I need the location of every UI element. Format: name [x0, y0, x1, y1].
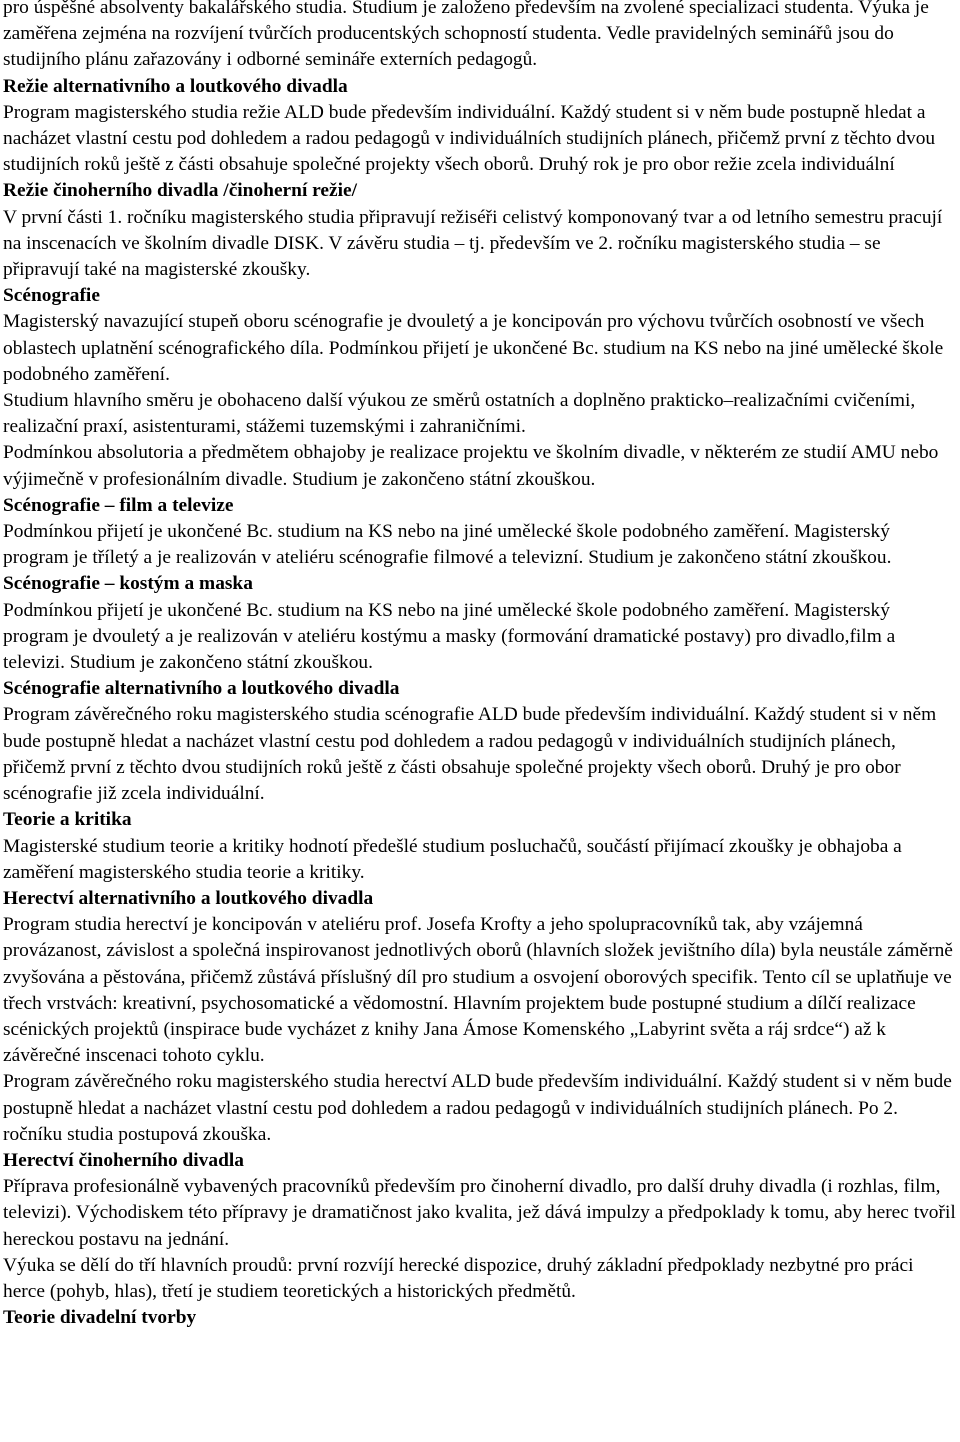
section-heading: Scénografie alternativního a loutkového divadla [3, 678, 400, 700]
paragraph: Studium hlavního směru je obohaceno další výukou ze směrů ostatních a doplněno prakticko–realizačními cvičeními, realizační praxí, asistenturami, stážemi tuzemskými i zahraničními. [3, 390, 916, 438]
section-heading: Režie alternativního a loutkového divadla [3, 75, 348, 97]
paragraph: Podmínkou absolutoria a předmětem obhajoby je realizace projektu ve školním divadle, v některém ze studií AMU nebo výjimečně v profesionálním divadle. Studium je zakončeno státní zkouškou. [3, 442, 939, 490]
paragraph: Program studia herectví je koncipován v ateliéru prof. Josefa Krofty a jeho spolupracovníků tak, aby vzájemná provázanost, závislost a společná inspirovanost jednotlivých oborů (hlavních složek jevištního díla) byla neustále záměrně zvyšována a pěstována, přičemž zůstává příslušný díl pro studium a osvojení oborových specifik. Tento cíl se uplatňuje ve třech vrstvách: kreativní, psychosomatické a vědomostní. Hlavním projektem bude postupné studium a dílčí realizace scénických projektů (inspirace bude vycházet z knihy Jana Ámose Komenského „Labyrint světa a ráj srdce“) až k závěrečné inscenaci tohoto cyklu. [3, 914, 953, 1067]
paragraph: Program magisterského studia režie ALD bude především individuální. Každý student si v něm bude postupně hledat a nacházet vlastní cestu pod dohledem a radou pedagogů v individuálních studijních plánech, přičemž první z těchto dvou studijních roků ještě z části obsahuje společné projekty všech oborů. Druhý rok je pro obor režie zcela individuální [3, 101, 936, 176]
paragraph: Magisterský navazující stupeň oboru scénografie je dvouletý a je koncipován pro výchovu tvůrčích osobností ve všech oblastech uplatnění scénografického díla. Podmínkou přijetí je ukončené Bc. studium na KS nebo na jiné umělecké škole podobného zaměření. [3, 311, 944, 385]
section-heading: Teorie divadelní tvorby [3, 1307, 197, 1329]
section-heading: Herectví alternativního a loutkového divadla [3, 887, 374, 909]
section-heading: Režie činoherního divadla /činoherní režie/ [3, 180, 358, 202]
paragraph: Podmínkou přijetí je ukončené Bc. studium na KS nebo na jiné umělecké škole podobného zaměření. Magisterský program je tříletý a je realizován v ateliéru scénografie filmové a televizní. Studium je zakončeno státní zkouškou. [3, 521, 892, 569]
section-heading: Herectví činoherního divadla [3, 1149, 244, 1171]
section-heading: Scénografie [3, 285, 100, 307]
paragraph: Magisterské studium teorie a kritiky hodnotí předešlé studium posluchačů, součástí přijímací zkoušky je obhajoba a zaměření magisterského studia teorie a kritiky. [3, 835, 902, 883]
paragraph: Program závěrečného roku magisterského studia scénografie ALD bude především individuální. Každý student si v něm bude postupně hledat a nacházet vlastní cestu pod dohledem a radou pedagogů v individuálních studijních plánech, přičemž první z těchto dvou studijních roků ještě z části obsahuje společné projekty všech oborů. Druhý je pro obor scénografie již zcela individuální. [3, 704, 937, 805]
paragraph: Podmínkou přijetí je ukončené Bc. studium na KS nebo na jiné umělecké škole podobného zaměření. Magisterský program je dvouletý a je realizován v ateliéru kostýmu a masky (formování dramatické postavy) pro divadlo,film a televizi. Studium je zakončeno státní zkouškou. [3, 599, 896, 674]
paragraph: pro úspěšné absolventy bakalářského studia. Studium je založeno především na zvolené specializaci studenta. Výuka je zaměřena zejména na rozvíjení tvůrčích producentských schopností studenta. Vedle pravidelných seminářů jsou do studijního plánu zařazovány i odborné semináře externích pedagogů. [3, 0, 929, 71]
section-heading: Scénografie – film a televize [3, 494, 234, 516]
document-body [3, 0, 958, 1331]
paragraph: Program závěrečného roku magisterského studia herectví ALD bude především individuální. Každý student si v něm bude postupně hledat a nacházet vlastní cestu pod dohledem a radou pedagogů v individuálních studijních plánech. Po 2. ročníku studia postupová zkouška. [3, 1071, 952, 1145]
paragraph: V první části 1. ročníku magisterského studia připravují režiséři celistvý komponovaný tvar a od letního semestru pracují na inscenacích ve školním divadle DISK. V závěru studia – tj. především ve 2. ročníku magisterského studia – se připravují také na magisterské zkoušky. [3, 206, 943, 281]
section-heading: Teorie a kritika [3, 809, 132, 831]
section-heading: Scénografie – kostým a maska [3, 573, 253, 595]
paragraph: Výuka se dělí do tří hlavních proudů: první rozvíjí herecké dispozice, druhý základní předpoklady nezbytné pro práci herce (pohyb, hlas), třetí je studiem teoretických a historických předmětů. [3, 1254, 914, 1302]
paragraph: Příprava profesionálně vybavených pracovníků především pro činoherní divadlo, pro další druhy divadla (i rozhlas, film, televizi). Východiskem této přípravy je dramatičnost jako kvalita, jež dává impulzy a předpoklady k tomu, aby herec tvořil hereckou postavu na jednání. [3, 1176, 956, 1250]
